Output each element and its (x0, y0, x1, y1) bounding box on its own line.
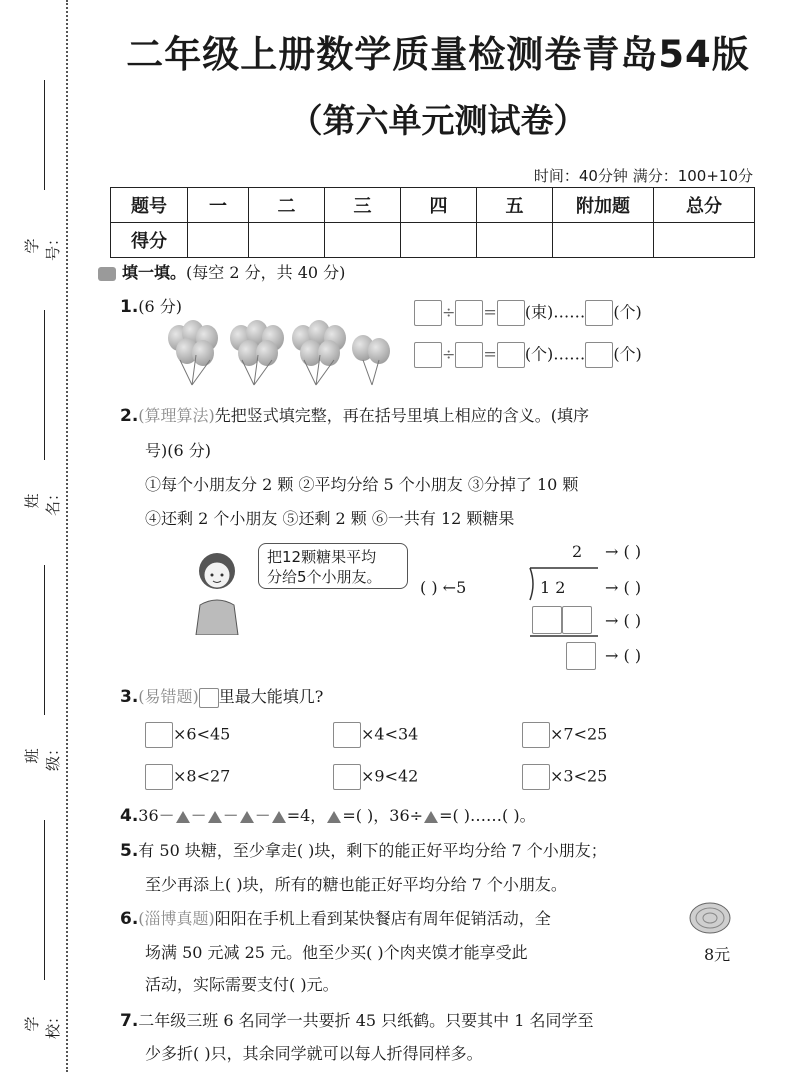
score-table (110, 187, 755, 258)
q3-expression: ×8<27 (173, 766, 231, 786)
arrow-answer-2[interactable]: → ( ) (605, 578, 642, 597)
q7-text: 二年级三班 6 名同学一共要折 45 只纸鹤。只要其中 1 名同学至 (138, 1011, 594, 1030)
q5-line-2: 至少再添上( )块，所有的糖也能正好平均分给 7 个小朋友。 (145, 875, 567, 894)
q4-line (120, 805, 536, 827)
q7-line-2: 少多折( )只，其余同学就可以每人折得同样多。 (145, 1044, 483, 1063)
q3-item (333, 764, 418, 790)
answer-box[interactable] (522, 764, 550, 790)
q3-expression: ×4<34 (361, 724, 419, 744)
q5-text: 有 50 块糖，至少拿走( )块，剩下的能正好平均分给 7 个小朋友； (138, 841, 607, 860)
name-line (44, 310, 45, 460)
score-cell[interactable] (249, 223, 325, 258)
q2-text: 先把竖式填完整，再在括号里填上相应的含义。(填序 (214, 406, 590, 425)
q1-header (120, 296, 182, 318)
page-subtitle: （第六单元测试卷） (289, 101, 587, 140)
arrow-answer-1[interactable]: → ( ) (605, 542, 642, 561)
q4-text: － (254, 806, 271, 825)
q3-item (522, 722, 607, 748)
remainder-box (566, 642, 596, 670)
student-id-label: 学号： (23, 231, 62, 262)
score-cell[interactable] (553, 223, 654, 258)
answer-box[interactable] (455, 300, 483, 326)
bubble-line-1: 把12颗糖果平均 (267, 548, 377, 566)
section-badge (98, 267, 116, 281)
triangle-icon (424, 811, 438, 823)
answer-box[interactable] (145, 722, 173, 748)
score-cell[interactable] (188, 223, 249, 258)
section-note: (每空 2 分，共 40 分) (186, 263, 346, 282)
q5-line-1 (120, 840, 607, 862)
answer-box[interactable] (414, 342, 442, 368)
product-boxes (532, 606, 592, 634)
q3-expression: ×3<25 (550, 766, 608, 786)
answer-box[interactable] (455, 342, 483, 368)
q4-text: 36－ (138, 806, 175, 825)
q4-text: =( )……( )。 (439, 806, 536, 825)
div-sign: ÷ (442, 344, 456, 364)
q6-line-3: 活动，实际需要支付( )元。 (145, 975, 339, 994)
name-label: 姓名： (23, 486, 62, 517)
class-label: 班级： (23, 741, 62, 772)
score-cell[interactable] (477, 223, 553, 258)
bubble-line-2: 分给5个小朋友。 (267, 568, 382, 586)
q3-text: 里最大能填几? (218, 687, 324, 706)
q4-text: =4， (286, 806, 327, 825)
q7-line-1 (120, 1010, 594, 1032)
dividend: 1 2 (540, 578, 566, 597)
answer-box[interactable] (522, 722, 550, 748)
q3-expression: ×7<25 (550, 724, 608, 744)
q3-item (145, 764, 230, 790)
q3-item (145, 722, 230, 748)
score-cell[interactable] (401, 223, 477, 258)
section-title: 填一填。 (122, 263, 187, 282)
q1-equation-row-1 (414, 300, 642, 326)
q6-tag: (淄博真题) (138, 909, 215, 928)
binding-margin-dashed-line (66, 0, 68, 1072)
triangle-icon (208, 811, 222, 823)
answer-box[interactable] (585, 342, 613, 368)
school-line (44, 820, 45, 980)
q4-text: =( )，36÷ (342, 806, 424, 825)
student-id-line (44, 80, 45, 190)
arrow-answer-3[interactable]: → ( ) (605, 611, 642, 630)
school-label: 学校： (23, 1009, 62, 1040)
box-symbol (199, 688, 219, 708)
divisor-answer[interactable]: ( ) ←5 (420, 578, 467, 597)
score-table-header-row (111, 188, 755, 223)
score-row-label: 得分 (111, 223, 188, 258)
unit-label: (束)…… (524, 302, 586, 322)
q4-text: － (190, 806, 207, 825)
price-label: 8元 (704, 945, 731, 964)
score-table-score-row (111, 223, 755, 258)
answer-box[interactable] (333, 764, 361, 790)
q2-line-2: 号)(6 分) (145, 441, 211, 460)
girl-illustration (182, 545, 252, 635)
time-info: 时间：40分钟 满分：100+10分 (533, 167, 753, 185)
q7-number: 7. (120, 1011, 139, 1031)
q4-number: 4. (120, 806, 139, 826)
q5-number: 5. (120, 841, 139, 861)
answer-box[interactable] (497, 300, 525, 326)
triangle-icon (327, 811, 341, 823)
q3-item (333, 722, 418, 748)
q1-number: 1. (120, 297, 139, 317)
q3-tag: (易错题) (138, 687, 199, 706)
q6-line-2: 场满 50 元减 25 元。他至少买( )个肉夹馍才能享受此 (145, 943, 528, 962)
triangle-icon (240, 811, 254, 823)
score-header-cell: 题号 (111, 188, 188, 223)
answer-box[interactable] (585, 300, 613, 326)
div-sign: ÷ (442, 302, 456, 322)
unit-label: (个) (613, 344, 642, 364)
long-division-quotient: 2 (572, 542, 583, 561)
q3-expression: ×9<42 (361, 766, 419, 786)
q4-text: － (222, 806, 239, 825)
balloon-strings (160, 355, 400, 395)
section-1-heading (98, 262, 345, 284)
answer-box[interactable] (562, 606, 592, 634)
q6-line-1 (120, 908, 551, 930)
answer-box[interactable] (532, 606, 562, 634)
roujiamo-icon (688, 900, 732, 936)
answer-box[interactable] (497, 342, 525, 368)
unit-label: (个) (613, 302, 642, 322)
q2-line-1 (120, 405, 589, 427)
eq-sign: = (483, 344, 497, 364)
arrow-answer-4[interactable]: → ( ) (605, 646, 642, 665)
score-header-cell: 一 (188, 188, 249, 223)
q3-item (522, 764, 607, 790)
class-line (44, 565, 45, 715)
q2-tag: (算理算法) (138, 406, 215, 425)
q6-text: 阳阳在手机上看到某快餐店有周年促销活动，全 (214, 909, 551, 928)
score-header-cell: 二 (249, 188, 325, 223)
answer-box[interactable] (145, 764, 173, 790)
score-header-cell: 总分 (654, 188, 755, 223)
score-cell[interactable] (654, 223, 755, 258)
score-header-cell: 五 (477, 188, 553, 223)
eq-sign: = (483, 302, 497, 322)
q3-line (120, 686, 323, 708)
q2-options-2: ④还剩 2 个小朋友 ⑤还剩 2 颗 ⑥一共有 12 颗糖果 (145, 509, 515, 528)
triangle-icon (272, 811, 286, 823)
speech-bubble (258, 543, 408, 589)
unit-label: (个)…… (524, 344, 586, 364)
triangle-icon (176, 811, 190, 823)
answer-box[interactable] (333, 722, 361, 748)
score-header-cell: 四 (401, 188, 477, 223)
score-header-cell: 附加题 (553, 188, 654, 223)
page-title: 二年级上册数学质量检测卷青岛54版 (126, 33, 750, 76)
q3-expression: ×6<45 (173, 724, 231, 744)
q6-number: 6. (120, 909, 139, 929)
q2-options-1: ①每个小朋友分 2 颗 ②平均分给 5 个小朋友 ③分掉了 10 颗 (145, 475, 579, 494)
score-header-cell: 三 (325, 188, 401, 223)
q3-number: 3. (120, 687, 139, 707)
answer-box[interactable] (414, 300, 442, 326)
q1-score: (6 分) (138, 297, 183, 316)
answer-box[interactable] (566, 642, 596, 670)
q2-number: 2. (120, 406, 139, 426)
score-cell[interactable] (325, 223, 401, 258)
q1-equation-row-2 (414, 342, 642, 368)
